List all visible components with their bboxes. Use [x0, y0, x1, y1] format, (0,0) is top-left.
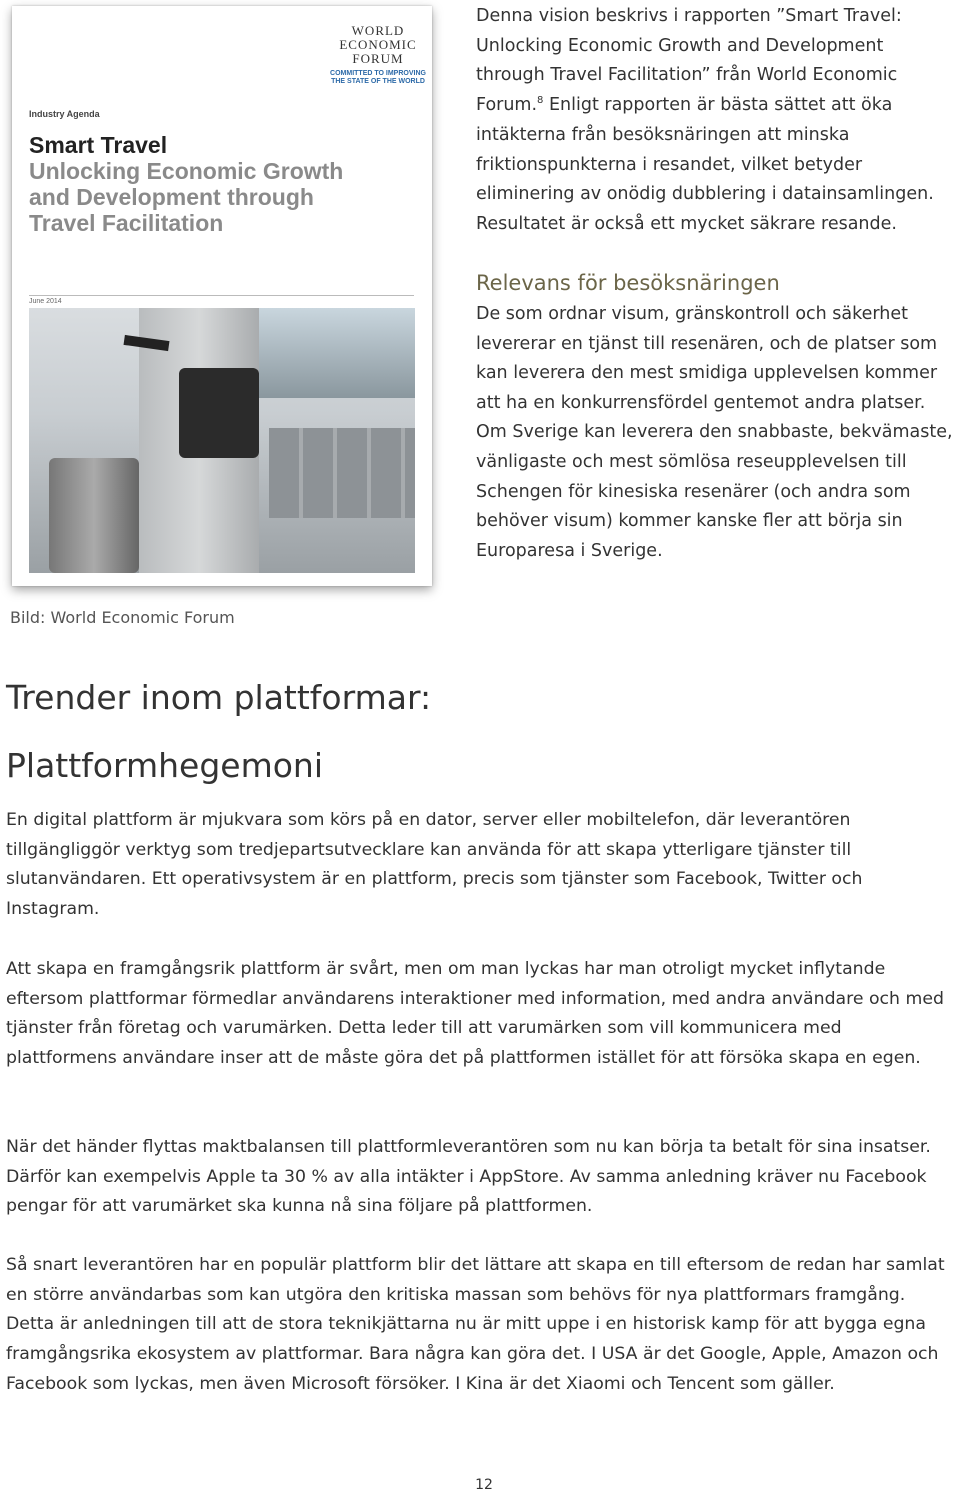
intro-text: Denna vision beskrivs i rapporten ”Smart Travel: Unlocking Economic Growth and Development through Travel Facilitation” från World Economic Forum. [476, 6, 902, 116]
body-paragraph: Så snart leverantören har en populär plattform blir det lättare att skapa en till eftersom de redan har samlat en större användarbas som kan utgöra den kritiska massan som behövs för nya plattformars framgång. Detta är anledningen till att de stora teknikjättarna nu är mitt uppe i en historisk kamp för att bygga egna framgångsrika ekosystem av plattformar. Bara några kan göra det. I USA är det Google, Apple, Amazon och Facebook som lyckas, men även Microsoft försöker. I Kina är det Xiaomi och Tencent som gäller. [6, 1255, 945, 1394]
cover-tag: Industry Agenda [29, 109, 100, 119]
wef-slogan: COMMITTED TO IMPROVING THE STATE OF THE WORLD [330, 70, 426, 85]
cover-title [29, 132, 359, 236]
footnote-marker: 8 [537, 95, 544, 107]
section-title: Trender inom plattformar: [6, 678, 432, 717]
cover-title-line2: Unlocking Economic Growth and Development through Travel Facilitation [29, 158, 344, 236]
wef-name: WORLD ECONOMIC FORUM [339, 23, 417, 66]
body-paragraph: När det händer flyttas maktbalansen till plattformleverantören som nu kan börja ta betalt för sina insatser. Därför kan exempelvis Apple ta 30 % av alla intäkter i AppStore. Av samma anledning kräver nu Facebook pengar för att varumärket ska kunna nå sina följare på plattformen. [6, 1137, 931, 1217]
cover-divider [29, 295, 414, 296]
cover-photo [29, 308, 415, 573]
intro-column [476, 2, 954, 240]
page-number: 12 [475, 1477, 493, 1493]
intro-paragraph [476, 2, 954, 240]
photo-suitcase [49, 458, 139, 573]
body-paragraph: Att skapa en framgångsrik plattform är svårt, men om man lyckas har man otroligt mycket inflytande eftersom plattformar förmedlar användarens interaktioner med information, med andra användare och med tjänster från företag och varumärken. Detta leder till att varumärken som vill kommunicera med plattformens användare inser att de måste göra det på plattformen istället för att försöka skapa en egen. [6, 959, 944, 1069]
body-paragraph: En digital plattform är mjukvara som körs på en dator, server eller mobiltelefon, där leverantören tillgängliggör verktyg som tredjepartsutvecklare kan använda för att skapa ytterligare tjänster till slutanvändaren. Ett operativsystem är en plattform, precis som tjänster som Facebook, Twitter och Instagram. [6, 810, 863, 920]
wef-logo [330, 24, 426, 86]
intro-text-cont: Enligt rapporten är bästa sättet att öka intäkterna från besöksnäringen att minska friktionspunkterna i resandet, vilket betyder eliminering av onödig dubblering i datainsamlingen. Resultatet är också ett mycket säkrare resande. [476, 95, 934, 234]
photo-bag [179, 368, 259, 458]
cover-title-line1: Smart Travel [29, 132, 168, 158]
report-cover-image [12, 6, 432, 586]
relevans-heading: Relevans för besöksnäringen [476, 271, 780, 295]
subsection-title: Plattformhegemoni [6, 746, 323, 785]
image-caption: Bild: World Economic Forum [10, 608, 235, 627]
relevans-paragraph: De som ordnar visum, gränskontroll och säkerhet levererar en tjänst till resenären, och de platser som kan leverera den mest smidiga upplevelsen kommer att ha en konkurrensfördel gentemot andra platser. Om Sverige kan leverera den snabbaste, bekvämaste, vänligaste och mest sömlösa reseupplevelsen till Schengen för kinesiska resenärer (och andra som behöver visum) kommer kanske fler att börja sin Europaresa i Sverige. [476, 304, 953, 561]
photo-seats [269, 428, 415, 518]
cover-date: June 2014 [29, 298, 62, 305]
